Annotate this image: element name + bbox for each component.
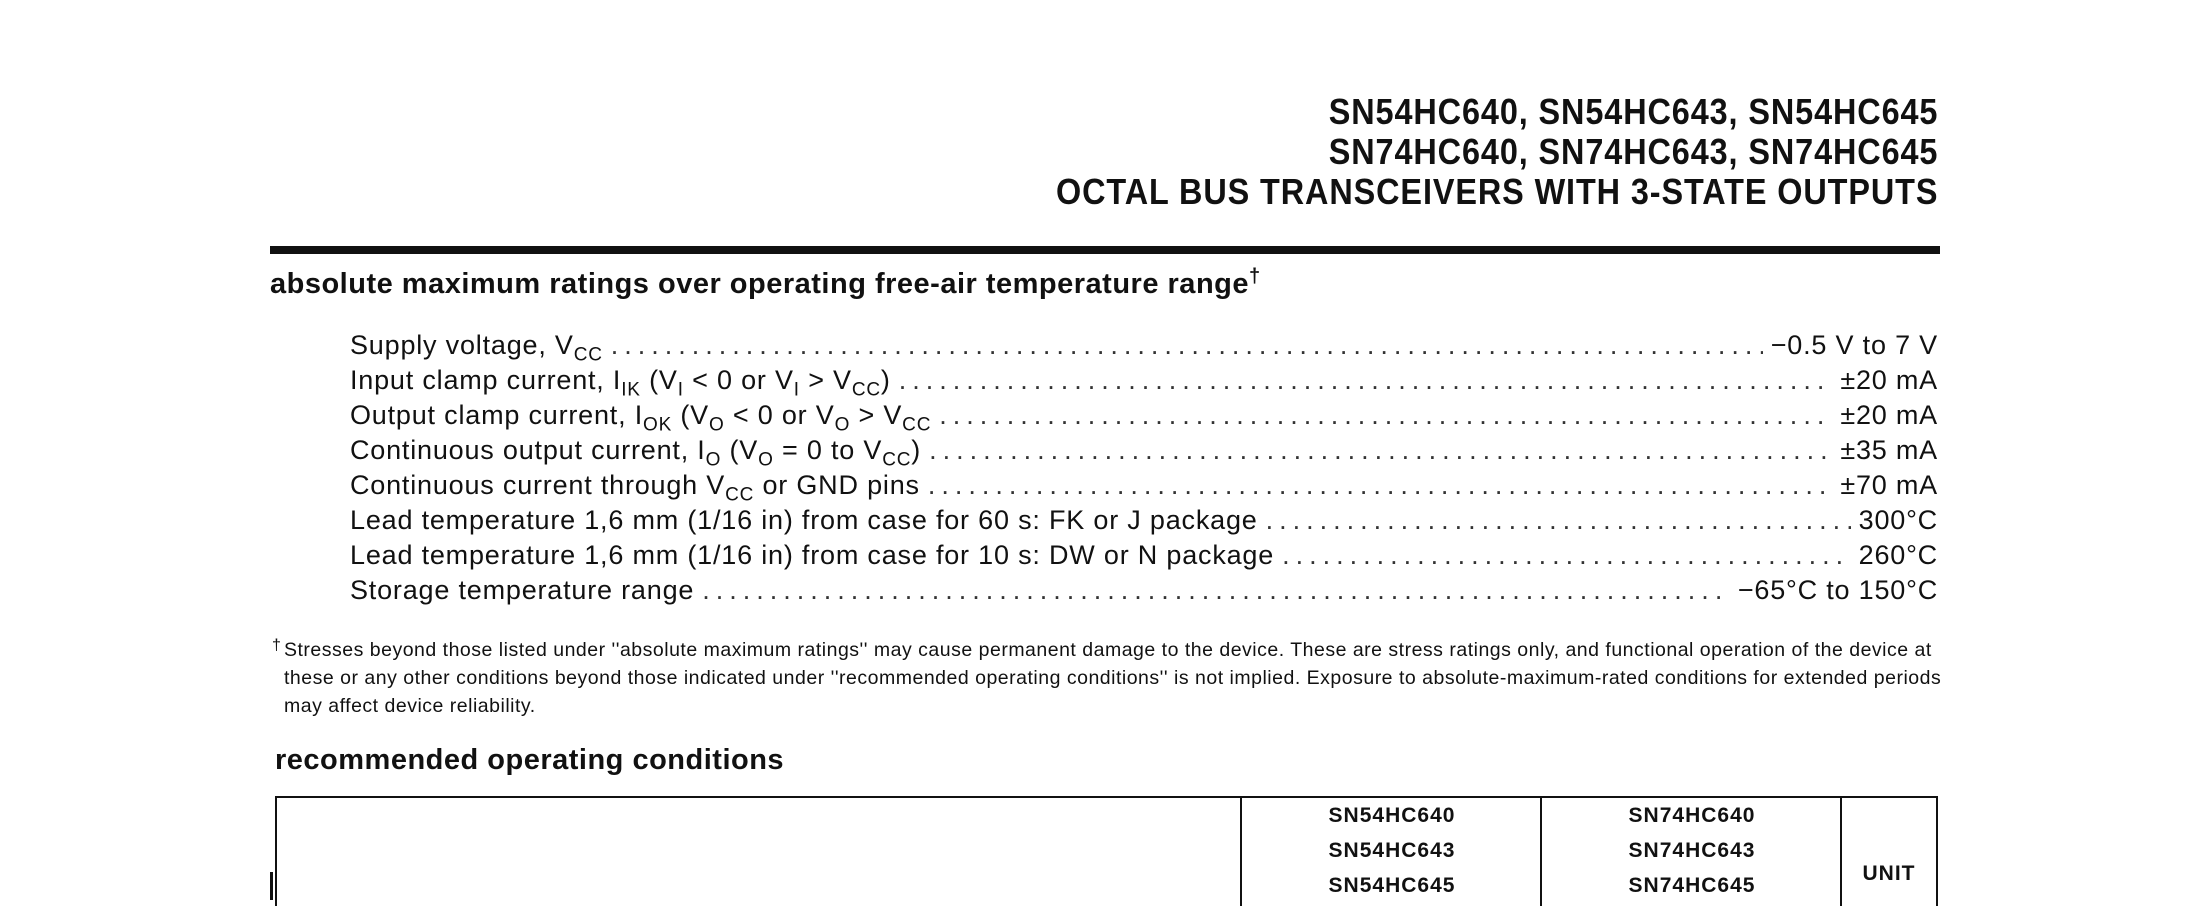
unit-label: UNIT	[1862, 862, 1916, 885]
rating-label: Supply voltage, $V_{CC}$	[350, 330, 603, 366]
rating-row	[350, 575, 1938, 610]
part-number: SN74HC640	[1628, 804, 1756, 827]
document-header	[1056, 92, 1938, 212]
rating-row	[350, 435, 1938, 470]
recommended-conditions-table	[275, 796, 1938, 906]
dot-leader	[611, 330, 1763, 361]
stress-footnote	[272, 636, 1942, 720]
sn54-column-header	[1240, 798, 1542, 906]
part-number: SN74HC645	[1628, 874, 1756, 897]
dot-leader	[939, 400, 1832, 431]
dot-leader	[1282, 540, 1851, 571]
dot-leader	[928, 470, 1833, 501]
footnote-text: Stresses beyond those listed under ''absolute maximum ratings'' may cause permanent damage to the device. These are stress ratings only, and functional operation of the device at these or any other conditions beyond those indicated under ''recommended operating conditions'' is not implied. Exposure to absolute-maximum-rated conditions for extended periods may affect device reliability.	[284, 639, 1942, 717]
header-rule	[270, 246, 1940, 254]
rating-value: ±35 mA	[1840, 435, 1938, 465]
rating-label: Lead temperature 1,6 mm (1/16 in) from case for 60 s: FK or J package	[350, 505, 1258, 535]
rating-label: Storage temperature range	[350, 575, 695, 605]
rating-row	[350, 400, 1938, 435]
dot-leader	[929, 435, 1832, 466]
rating-label: Input clamp current, $I_{IK}$ ($V_I < 0$ or $V_I > V_{CC}$)	[350, 365, 891, 401]
ratings-list	[350, 330, 1938, 610]
header-line-3: OCTAL BUS TRANSCEIVERS WITH 3-STATE OUTPUTS	[1055, 171, 1938, 212]
dagger-mark: †	[1249, 265, 1261, 288]
rating-label: Continuous output current, $I_O$ ($V_O = 0$ to $V_{CC}$)	[350, 435, 922, 471]
header-line-2: SN74HC640, SN74HC643, SN74HC645	[1328, 131, 1938, 172]
rating-value: ±20 mA	[1840, 365, 1938, 395]
rating-row	[350, 505, 1938, 540]
rating-value: 300°C	[1858, 505, 1938, 535]
absolute-maximum-title	[270, 265, 1261, 301]
part-number: SN54HC640	[1328, 804, 1456, 827]
rating-value: 260°C	[1858, 540, 1938, 570]
rating-row	[350, 540, 1938, 575]
table-left-tick	[270, 872, 273, 900]
footnote-dagger: †	[272, 637, 282, 654]
rating-label: Continuous current through $V_{CC}$ or GND pins	[350, 470, 920, 506]
rating-value: −0.5 V to 7 V	[1770, 330, 1938, 360]
part-number: SN54HC645	[1328, 874, 1456, 897]
rating-value: ±70 mA	[1840, 470, 1938, 500]
dot-leader	[702, 575, 1730, 606]
rating-label: Lead temperature 1,6 mm (1/16 in) from case for 10 s: DW or N package	[350, 540, 1275, 570]
dot-leader	[899, 365, 1833, 396]
header-line-1: SN54HC640, SN54HC643, SN54HC645	[1328, 91, 1938, 132]
part-number: SN54HC643	[1328, 839, 1456, 862]
rating-label: Output clamp current, $I_{OK}$ ($V_O < 0$ or $V_O > V_{CC}$	[350, 400, 932, 436]
sn74-column-header	[1540, 798, 1842, 906]
absolute-maximum-title-text: absolute maximum ratings over operating free-air temperature range	[270, 268, 1249, 300]
part-number: SN74HC643	[1628, 839, 1756, 862]
rating-value: −65°C to 150°C	[1737, 575, 1938, 605]
unit-column-header	[1840, 798, 1936, 906]
rating-row	[350, 470, 1938, 505]
rating-row	[350, 365, 1938, 400]
dot-leader	[1266, 505, 1851, 536]
rating-row	[350, 330, 1938, 365]
rating-value: ±20 mA	[1840, 400, 1938, 430]
recommended-conditions-title: recommended operating conditions	[275, 744, 785, 776]
